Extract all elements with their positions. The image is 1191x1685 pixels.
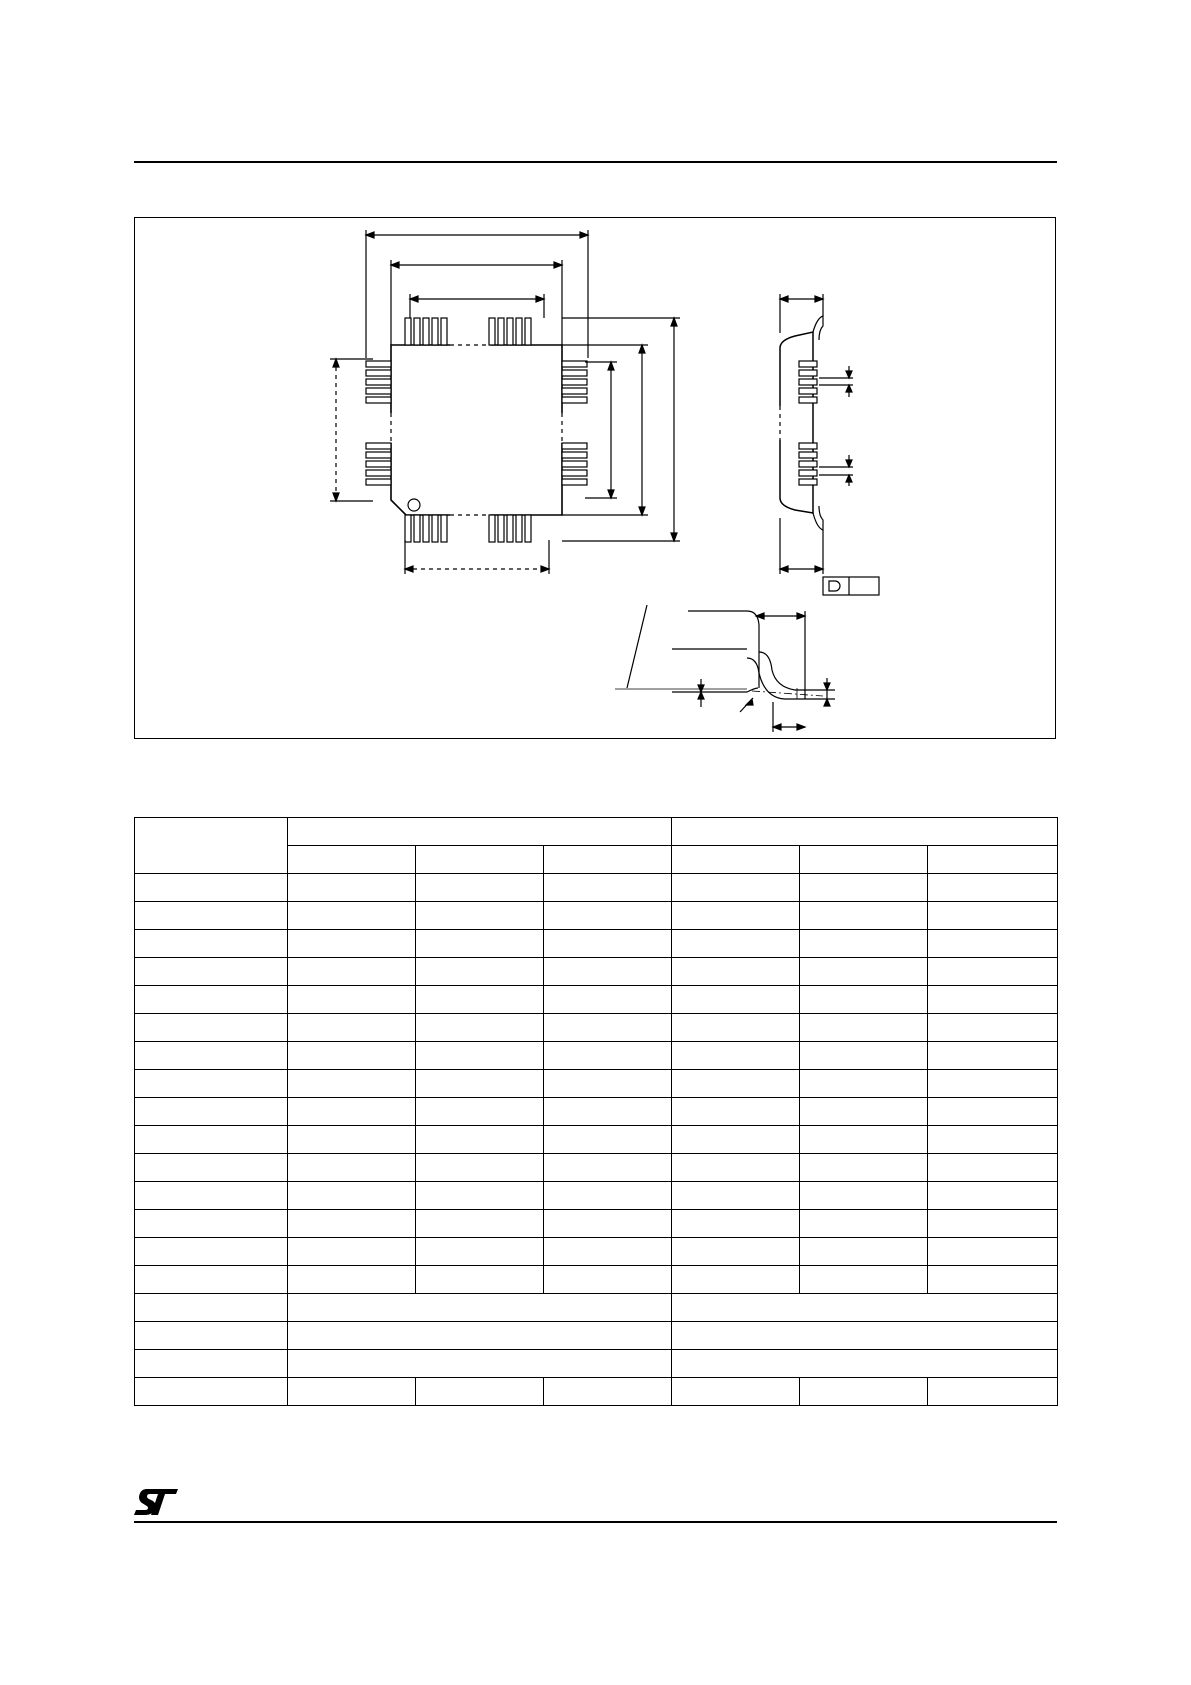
table-cell <box>288 1098 416 1126</box>
table-row <box>135 1294 1058 1322</box>
table-cell <box>928 1070 1058 1098</box>
table-cell <box>544 902 672 930</box>
table-cell <box>288 1182 416 1210</box>
package-lead <box>799 361 817 367</box>
table-cell <box>544 958 672 986</box>
table-row <box>135 1182 1058 1210</box>
table-cell <box>928 1126 1058 1154</box>
table-cell <box>135 958 288 986</box>
package-lead <box>405 318 411 345</box>
package-lead <box>414 515 420 542</box>
table-cell <box>800 958 928 986</box>
table-cell <box>135 1154 288 1182</box>
package-lead <box>799 452 817 458</box>
table-cell <box>800 1042 928 1070</box>
table-cell <box>544 1014 672 1042</box>
table-row <box>135 1238 1058 1266</box>
package-lead <box>423 515 429 542</box>
package-lead <box>562 388 587 394</box>
table-cell <box>416 1154 544 1182</box>
side-view <box>780 294 879 595</box>
package-drawing <box>134 217 1056 739</box>
table-cell <box>416 1238 544 1266</box>
table-row <box>135 1266 1058 1294</box>
table-cell <box>416 1098 544 1126</box>
table-cell <box>672 1238 800 1266</box>
table-subheader-cell <box>672 846 800 874</box>
package-lead <box>366 388 391 394</box>
table-cell <box>544 1182 672 1210</box>
package-lead <box>562 443 587 449</box>
table-cell <box>928 958 1058 986</box>
table-group-header <box>288 818 672 846</box>
table-cell <box>672 1266 800 1294</box>
table-cell <box>135 1294 288 1322</box>
table-cell <box>800 902 928 930</box>
table-cell <box>135 1070 288 1098</box>
table-cell <box>800 874 928 902</box>
table-cell <box>135 930 288 958</box>
table-cell <box>800 986 928 1014</box>
table-cell <box>544 1378 672 1406</box>
package-lead <box>562 397 587 403</box>
table-cell <box>544 1070 672 1098</box>
package-lead <box>441 515 447 542</box>
table-cell <box>928 1378 1058 1406</box>
package-lead <box>562 470 587 476</box>
table-row <box>135 902 1058 930</box>
table-cell <box>288 1238 416 1266</box>
table-cell <box>288 1154 416 1182</box>
table-cell <box>416 1126 544 1154</box>
table-cell <box>135 986 288 1014</box>
table-row <box>135 1098 1058 1126</box>
table-cell <box>672 1350 1058 1378</box>
lead-detail-view <box>615 605 835 732</box>
package-lead <box>366 443 391 449</box>
table-subheader-cell <box>928 846 1058 874</box>
package-lead <box>405 515 411 542</box>
table-cell <box>135 1322 288 1350</box>
package-lead <box>799 443 817 449</box>
table-cell <box>135 1266 288 1294</box>
table-cell <box>135 902 288 930</box>
table-cell <box>928 874 1058 902</box>
package-lead <box>366 361 391 367</box>
table-group-header <box>672 818 1058 846</box>
package-lead <box>799 370 817 376</box>
table-cell <box>800 1238 928 1266</box>
table-cell <box>288 986 416 1014</box>
package-lead <box>562 379 587 385</box>
table-cell <box>928 1098 1058 1126</box>
package-lead <box>562 370 587 376</box>
table-cell <box>544 874 672 902</box>
table-cell <box>928 1210 1058 1238</box>
package-lead <box>799 379 817 385</box>
table-cell <box>135 1042 288 1070</box>
table-subheader-cell <box>800 846 928 874</box>
table-cell <box>672 958 800 986</box>
table-cell <box>800 1154 928 1182</box>
package-outline-drawing <box>135 218 1057 740</box>
top-view <box>330 230 680 574</box>
table-cell <box>672 1378 800 1406</box>
table-cell <box>288 902 416 930</box>
table-subheader-cell <box>416 846 544 874</box>
table-cell <box>800 930 928 958</box>
package-lead <box>799 388 817 394</box>
package-lead <box>366 379 391 385</box>
package-lead <box>507 318 513 345</box>
table-cell <box>416 986 544 1014</box>
table-cell <box>928 930 1058 958</box>
package-lead <box>432 515 438 542</box>
table-row <box>135 1378 1058 1406</box>
table-cell <box>544 1154 672 1182</box>
table-cell <box>800 1098 928 1126</box>
package-lead <box>516 318 522 345</box>
table-cell <box>800 1378 928 1406</box>
table-cell <box>672 1322 1058 1350</box>
table-cell <box>928 1042 1058 1070</box>
package-lead <box>562 479 587 485</box>
table-cell <box>135 1238 288 1266</box>
package-lead <box>507 515 513 542</box>
table-cell <box>672 1294 1058 1322</box>
table-cell <box>928 1014 1058 1042</box>
table-cell <box>544 930 672 958</box>
table-header-row <box>135 818 1058 846</box>
table-row <box>135 874 1058 902</box>
table-cell <box>416 1378 544 1406</box>
table-cell <box>800 1210 928 1238</box>
table-cell <box>416 874 544 902</box>
package-lead <box>516 515 522 542</box>
package-lead <box>498 515 504 542</box>
table-cell <box>800 1070 928 1098</box>
table-cell <box>416 902 544 930</box>
table-cell <box>672 902 800 930</box>
table-cell <box>928 986 1058 1014</box>
table-cell <box>672 986 800 1014</box>
table-cell <box>672 1098 800 1126</box>
table-row <box>135 1210 1058 1238</box>
table-cell <box>288 1042 416 1070</box>
package-lead <box>525 318 531 345</box>
table-cell <box>672 874 800 902</box>
table-cell <box>800 1014 928 1042</box>
table-row <box>135 1322 1058 1350</box>
package-lead <box>799 397 817 403</box>
package-lead <box>799 479 817 485</box>
package-lead <box>366 452 391 458</box>
table-cell <box>544 1238 672 1266</box>
table-cell <box>288 874 416 902</box>
table-cell <box>544 1042 672 1070</box>
table-cell <box>928 1154 1058 1182</box>
table-cell <box>416 1182 544 1210</box>
table-cell <box>928 1238 1058 1266</box>
package-lead <box>799 470 817 476</box>
table-row <box>135 986 1058 1014</box>
table-cell <box>672 1014 800 1042</box>
table-cell <box>544 986 672 1014</box>
table-cell <box>928 1182 1058 1210</box>
table-cell <box>416 930 544 958</box>
table-cell <box>672 1210 800 1238</box>
package-lead <box>432 318 438 345</box>
table-cell <box>672 1154 800 1182</box>
table-cell <box>288 1294 672 1322</box>
table-cell <box>288 1126 416 1154</box>
table-row <box>135 1070 1058 1098</box>
table-cell <box>544 1210 672 1238</box>
table-cell <box>135 1014 288 1042</box>
table-cell <box>288 958 416 986</box>
package-lead <box>562 461 587 467</box>
table-cell <box>288 1210 416 1238</box>
table-header-cell <box>135 818 288 874</box>
package-lead <box>366 461 391 467</box>
table-cell <box>288 1266 416 1294</box>
table-row <box>135 958 1058 986</box>
table-cell <box>288 930 416 958</box>
table-cell <box>672 1182 800 1210</box>
table-cell <box>672 1042 800 1070</box>
table-cell <box>135 1350 288 1378</box>
st-logo-icon <box>134 1487 180 1517</box>
table-cell <box>288 1350 672 1378</box>
table-cell <box>928 902 1058 930</box>
table-cell <box>288 1322 672 1350</box>
package-lead <box>414 318 420 345</box>
table-cell <box>544 1098 672 1126</box>
package-lead <box>366 397 391 403</box>
table-cell <box>288 1014 416 1042</box>
table-cell <box>135 874 288 902</box>
package-lead <box>489 318 495 345</box>
table-cell <box>416 1210 544 1238</box>
package-lead <box>366 470 391 476</box>
table-row <box>135 1014 1058 1042</box>
table-cell <box>288 1070 416 1098</box>
package-lead <box>562 361 587 367</box>
table-cell <box>928 1266 1058 1294</box>
table-cell <box>416 958 544 986</box>
table-cell <box>416 1042 544 1070</box>
table-cell <box>288 1378 416 1406</box>
table-cell <box>135 1126 288 1154</box>
package-lead <box>799 461 817 467</box>
table-cell <box>800 1266 928 1294</box>
package-lead <box>498 318 504 345</box>
package-lead <box>525 515 531 542</box>
table-cell <box>672 930 800 958</box>
package-lead <box>366 479 391 485</box>
footer-rule <box>134 1521 1057 1523</box>
table-cell <box>800 1126 928 1154</box>
table-cell <box>416 1266 544 1294</box>
table-cell <box>544 1126 672 1154</box>
table-row <box>135 1154 1058 1182</box>
table-cell <box>135 1098 288 1126</box>
table-cell <box>416 1070 544 1098</box>
table-cell <box>800 1182 928 1210</box>
table-cell <box>544 1266 672 1294</box>
table-cell <box>135 1378 288 1406</box>
table-row <box>135 1126 1058 1154</box>
table-row <box>135 1042 1058 1070</box>
table-row <box>135 1350 1058 1378</box>
table-cell <box>672 1070 800 1098</box>
table-cell <box>416 1014 544 1042</box>
table-row <box>135 930 1058 958</box>
table-subheader-cell <box>544 846 672 874</box>
header-rule <box>134 161 1057 163</box>
table-cell <box>672 1126 800 1154</box>
dimensions-table <box>134 817 1058 1406</box>
table-cell <box>135 1182 288 1210</box>
package-lead <box>562 452 587 458</box>
package-lead <box>489 515 495 542</box>
table-cell <box>135 1210 288 1238</box>
package-lead <box>423 318 429 345</box>
package-lead <box>441 318 447 345</box>
table-subheader-cell <box>288 846 416 874</box>
package-lead <box>366 370 391 376</box>
